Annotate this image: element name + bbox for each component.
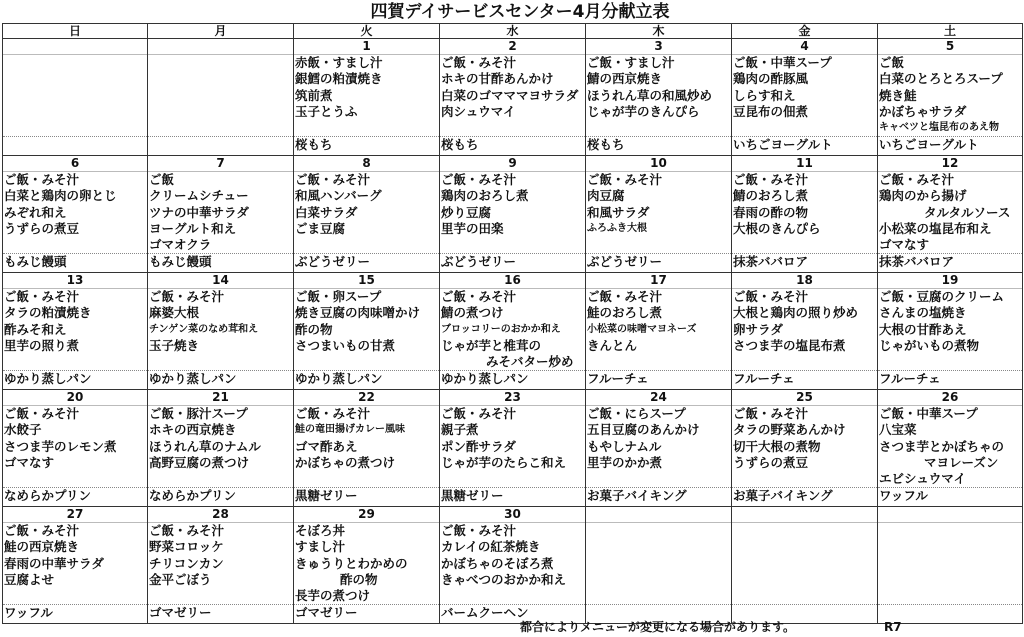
dessert-item: お菓子バイキング <box>732 487 877 504</box>
dessert-item: フルーチェ <box>732 370 877 387</box>
menu-item <box>586 539 731 555</box>
menu-item: 小松菜の味噌マヨネーズ <box>587 323 697 335</box>
menu-item <box>148 104 293 120</box>
menu-item <box>732 539 877 555</box>
menu-item: ご飯・みそ汁 <box>441 289 517 304</box>
menu-item: 酢の物 <box>295 321 333 337</box>
dessert-item: なめらかプリン <box>3 487 147 504</box>
menu-item: 卵サラダ <box>733 321 783 337</box>
day-cell <box>440 156 586 273</box>
day-cell <box>294 156 440 273</box>
day-number <box>586 507 731 523</box>
menu-item: ご飯・中華スープ <box>733 55 832 70</box>
week-row <box>3 390 1023 507</box>
menu-item: ご飯・みそ汁 <box>441 523 517 538</box>
day-cell <box>732 39 878 156</box>
menu-item: ブロッコリーのおかか和え <box>441 323 561 335</box>
menu-item: 白菜のゴマママヨサラダ <box>441 87 579 103</box>
dessert-item: お菓子バイキング <box>586 487 731 504</box>
menu-item <box>878 556 1022 572</box>
menu-item: 長芋の煮つけ <box>295 588 371 604</box>
menu-item: 白菜のとろとろスープ <box>879 71 1003 87</box>
menu-item: 白菜と鶏肉の卵とじ <box>4 188 117 204</box>
menu-item: ご飯・にらスープ <box>587 406 686 421</box>
day-number: 4 <box>732 39 877 55</box>
menu-item: 里芋のかか煮 <box>587 454 663 470</box>
day-number: 17 <box>586 273 731 289</box>
menu-item: 肉豆腐 <box>587 188 625 204</box>
week-row <box>3 39 1023 156</box>
menu-item: さんまの塩焼き <box>879 305 967 321</box>
dessert-item: 黒糖ゼリー <box>294 487 439 504</box>
menu-item: ご飯・みそ汁 <box>441 406 517 421</box>
menu-item: じゃがいもの煮物 <box>879 337 980 353</box>
menu-item: 鶏肉のおろし煮 <box>441 188 529 204</box>
day-cell <box>878 156 1023 273</box>
day-cell <box>878 273 1023 390</box>
menu-item <box>294 471 439 487</box>
day-cell <box>148 39 294 156</box>
menu-item: ご飯・みそ汁 <box>4 406 80 421</box>
day-number: 16 <box>440 273 585 289</box>
menu-item <box>878 572 1022 588</box>
menu-item: ごま豆腐 <box>295 220 346 236</box>
menu-item: 鯖の西京焼き <box>587 71 663 87</box>
menu-item <box>732 120 877 136</box>
day-cell <box>440 390 586 507</box>
dessert-item: 桜もち <box>586 136 731 153</box>
menu-item: 小松菜の塩昆布和え <box>879 220 992 236</box>
week-row <box>3 273 1023 390</box>
menu-item <box>440 588 585 604</box>
menu-item: ヨーグルト和え <box>149 220 237 236</box>
day-cell <box>586 273 732 390</box>
menu-item: ほうれん草の和風炒め <box>587 87 713 103</box>
day-cell <box>586 507 732 624</box>
menu-item: ホキの甘酢あんかけ <box>441 71 554 87</box>
day-number: 22 <box>294 390 439 406</box>
weekday-header: 土 <box>878 24 1023 39</box>
menu-item <box>732 588 877 604</box>
menu-item: 筑前煮 <box>295 87 333 103</box>
day-number: 26 <box>878 390 1022 406</box>
day-number: 11 <box>732 156 877 172</box>
day-cell <box>440 39 586 156</box>
day-cell <box>3 390 148 507</box>
menu-item <box>586 572 731 588</box>
menu-item: 白菜サラダ <box>295 204 358 220</box>
day-number: 9 <box>440 156 585 172</box>
menu-item <box>878 354 1022 370</box>
dessert-item: ぶどうゼリー <box>294 253 439 270</box>
day-cell <box>732 273 878 390</box>
menu-item <box>878 523 1022 539</box>
menu-item: ご飯・みそ汁 <box>733 289 809 304</box>
menu-item: 和風ハンバーグ <box>295 188 382 204</box>
day-cell <box>3 39 148 156</box>
menu-item <box>294 120 439 136</box>
day-number: 19 <box>878 273 1022 289</box>
menu-item <box>3 237 147 253</box>
dessert-item <box>148 136 293 153</box>
menu-item <box>3 88 147 104</box>
menu-item: 鮭の西京焼き <box>4 539 80 555</box>
menu-item: 里芋の田楽 <box>441 220 504 236</box>
menu-item <box>586 354 731 370</box>
day-cell <box>878 507 1023 624</box>
weekday-header: 金 <box>732 24 878 39</box>
day-cell <box>586 39 732 156</box>
menu-item <box>148 71 293 87</box>
menu-item: 春雨の酢の物 <box>733 204 809 220</box>
menu-item <box>3 71 147 87</box>
day-cell <box>294 507 440 624</box>
day-number: 18 <box>732 273 877 289</box>
menu-item: ご飯・みそ汁 <box>733 406 809 421</box>
weekday-header: 月 <box>148 24 294 39</box>
menu-item <box>440 237 585 253</box>
day-number: 30 <box>440 507 585 523</box>
menu-calendar <box>2 23 1023 624</box>
menu-item: 焼き鮭 <box>879 87 917 103</box>
menu-item: かぼちゃの煮つけ <box>295 454 396 470</box>
menu-item: 豆腐よせ <box>4 571 55 587</box>
menu-item: そぼろ丼 <box>295 523 346 538</box>
day-number: 24 <box>586 390 731 406</box>
day-cell <box>148 273 294 390</box>
menu-item: きんとん <box>587 337 638 353</box>
menu-item: みそバター炒め <box>486 354 574 370</box>
dessert-item: ぶどうゼリー <box>440 253 585 270</box>
day-number <box>732 507 877 523</box>
menu-item: ホキの西京焼き <box>149 422 237 438</box>
menu-item: 豆昆布の佃煮 <box>733 103 809 119</box>
menu-item: ポン酢サラダ <box>441 438 516 454</box>
menu-item: クリームシチュー <box>149 188 249 204</box>
menu-item: ゴマなす <box>879 237 930 253</box>
day-cell <box>732 390 878 507</box>
menu-item: ご飯・みそ汁 <box>149 289 225 304</box>
menu-item: 鮭のおろし煮 <box>587 305 663 321</box>
weekday-header: 日 <box>3 24 148 39</box>
menu-item: 焼き豆腐の肉味噌かけ <box>295 305 421 321</box>
menu-item: さつま芋のレモン煮 <box>4 438 117 454</box>
menu-item: 親子煮 <box>441 422 479 438</box>
menu-item <box>878 588 1022 604</box>
day-cell <box>3 156 148 273</box>
menu-item <box>732 523 877 539</box>
menu-item: ご飯・みそ汁 <box>587 172 663 187</box>
dessert-item: ゆかり蒸しパン <box>148 370 293 387</box>
day-cell <box>294 273 440 390</box>
day-number: 23 <box>440 390 585 406</box>
day-number: 13 <box>3 273 147 289</box>
menu-item: きゃべつのおかか和え <box>441 571 567 587</box>
menu-item: 野菜コロッケ <box>149 539 224 555</box>
menu-item <box>148 471 293 487</box>
day-number: 5 <box>878 39 1022 55</box>
menu-item: みぞれ和え <box>4 204 67 220</box>
dessert-item: 抹茶ババロア <box>878 253 1022 270</box>
menu-item: ご飯・みそ汁 <box>733 172 809 187</box>
day-cell <box>440 507 586 624</box>
menu-item: ふろふき大根 <box>587 222 647 234</box>
menu-item: じゃが芋のたらこ和え <box>441 454 567 470</box>
menu-item: ご飯・すまし汁 <box>587 55 675 70</box>
dessert-item: フルーチェ <box>878 370 1022 387</box>
day-number: 27 <box>3 507 147 523</box>
menu-item <box>148 55 293 71</box>
dessert-item <box>3 136 147 153</box>
menu-item: 水餃子 <box>4 422 42 438</box>
menu-item: ご飯・卵スープ <box>295 289 382 304</box>
menu-item: ご飯・みそ汁 <box>295 406 371 421</box>
menu-item: ご飯・みそ汁 <box>441 172 517 187</box>
day-number: 10 <box>586 156 731 172</box>
day-cell <box>148 156 294 273</box>
weekday-header: 火 <box>294 24 440 39</box>
day-number: 1 <box>294 39 439 55</box>
day-number <box>3 39 147 55</box>
menu-item <box>732 471 877 487</box>
dessert-item: 桜もち <box>440 136 585 153</box>
day-number: 3 <box>586 39 731 55</box>
dessert-item: 黒糖ゼリー <box>440 487 585 504</box>
day-cell <box>294 390 440 507</box>
menu-item: もやしナムル <box>587 438 662 454</box>
day-number: 21 <box>148 390 293 406</box>
menu-item: 玉子とうふ <box>295 103 358 119</box>
day-number: 20 <box>3 390 147 406</box>
menu-item <box>294 354 439 370</box>
menu-item: タラの野菜あんかけ <box>733 422 846 438</box>
day-number: 28 <box>148 507 293 523</box>
menu-item <box>732 354 877 370</box>
menu-item <box>440 471 585 487</box>
menu-item: 肉シュウマイ <box>441 103 516 119</box>
footer-code: R7 <box>884 620 902 634</box>
dessert-item: いちごヨーグルト <box>878 136 1022 153</box>
weekday-header-row <box>3 24 1023 39</box>
menu-item: じゃが芋と椎茸の <box>441 337 542 353</box>
day-number <box>878 507 1022 523</box>
menu-item: じゃが芋のきんぴら <box>587 103 700 119</box>
menu-item: 八宝菜 <box>879 422 917 438</box>
day-number: 29 <box>294 507 439 523</box>
menu-item: きゅうりとわかめの <box>295 555 408 571</box>
menu-item <box>732 237 877 253</box>
menu-item: エビシュウマイ <box>879 471 967 487</box>
dessert-item: ゆかり蒸しパン <box>440 370 585 387</box>
menu-item: チンゲン菜のなめ茸和え <box>149 323 259 335</box>
menu-item <box>148 354 293 370</box>
footer-note: 都合によりメニューが変更になる場合があります。 <box>520 620 796 634</box>
menu-item: ご飯・みそ汁 <box>879 172 955 187</box>
menu-item <box>732 556 877 572</box>
menu-item <box>586 120 731 136</box>
menu-item: 鯖のおろし煮 <box>733 188 809 204</box>
menu-item <box>3 588 147 604</box>
dessert-item: ゴマゼリー <box>294 604 439 621</box>
menu-item: ご飯・みそ汁 <box>149 523 225 538</box>
menu-item: うずらの煮豆 <box>733 454 809 470</box>
dessert-item: ゆかり蒸しパン <box>294 370 439 387</box>
menu-item: マヨレーズン <box>924 454 999 470</box>
day-number: 15 <box>294 273 439 289</box>
menu-item: ゴマなす <box>4 454 55 470</box>
week-row <box>3 156 1023 273</box>
dessert-item: もみじ饅頭 <box>148 253 293 270</box>
day-cell <box>148 390 294 507</box>
menu-item: ご飯・みそ汁 <box>295 172 371 187</box>
menu-item: 切干大根の煮物 <box>733 438 821 454</box>
menu-item: 鮭の竜田揚げカレー風味 <box>295 424 405 436</box>
dessert-item: バームクーヘン <box>440 604 585 621</box>
day-cell <box>732 156 878 273</box>
day-number: 2 <box>440 39 585 55</box>
menu-item: ご飯・みそ汁 <box>4 289 80 304</box>
menu-item: 和風サラダ <box>587 204 650 220</box>
dessert-item: ワッフル <box>878 487 1022 504</box>
day-cell <box>732 507 878 624</box>
menu-item <box>586 523 731 539</box>
menu-item: キャベツと塩昆布のあえ物 <box>879 122 999 134</box>
menu-item: 鶏肉のから揚げ <box>879 188 967 204</box>
menu-item <box>148 120 293 136</box>
menu-item: 里芋の照り煮 <box>4 337 80 353</box>
week-row <box>3 507 1023 624</box>
day-cell <box>3 273 148 390</box>
weekday-header: 水 <box>440 24 586 39</box>
menu-item: 炒り豆腐 <box>441 204 492 220</box>
menu-item <box>148 588 293 604</box>
menu-item: チリコンカン <box>149 555 224 571</box>
menu-item: ほうれん草のナムル <box>149 438 261 454</box>
menu-item: ご飯・みそ汁 <box>4 523 80 538</box>
menu-item: ご飯・豚汁スープ <box>149 406 248 421</box>
menu-item: 金平ごぼう <box>149 571 212 587</box>
day-cell <box>440 273 586 390</box>
menu-item: ゴマ酢あえ <box>295 438 358 454</box>
menu-item <box>586 556 731 572</box>
day-cell <box>878 390 1023 507</box>
menu-item <box>440 120 585 136</box>
menu-item: さつま芋の塩昆布煮 <box>733 337 846 353</box>
day-number: 14 <box>148 273 293 289</box>
dessert-item: 抹茶ババロア <box>732 253 877 270</box>
dessert-item: フルーチェ <box>586 370 731 387</box>
menu-item: 高野豆腐の煮つけ <box>149 454 250 470</box>
dessert-item: いちごヨーグルト <box>732 136 877 153</box>
menu-item: ご飯 <box>149 172 175 187</box>
day-cell <box>586 390 732 507</box>
menu-item: 五目豆腐のあんかけ <box>587 422 700 438</box>
dessert-item: ゴマゼリー <box>148 604 293 621</box>
menu-item: カレイの紅茶焼き <box>441 539 541 555</box>
day-cell <box>878 39 1023 156</box>
menu-item: 赤飯・すまし汁 <box>295 55 383 70</box>
menu-item: ご飯 <box>879 55 905 70</box>
dessert-item: 桜もち <box>294 136 439 153</box>
menu-item: 玉子焼き <box>149 337 200 353</box>
menu-item: タルタルソース <box>924 204 1011 220</box>
menu-item: すまし汁 <box>295 539 346 555</box>
menu-item: 大根と鶏肉の照り炒め <box>733 305 859 321</box>
menu-item: ツナの中華サラダ <box>149 204 249 220</box>
menu-item <box>3 55 147 71</box>
menu-item <box>3 120 147 136</box>
menu-item: かぼちゃサラダ <box>879 103 967 119</box>
day-cell <box>148 507 294 624</box>
day-cell <box>586 156 732 273</box>
menu-item: 大根の甘酢あえ <box>879 321 967 337</box>
menu-item <box>3 471 147 487</box>
dessert-item: ワッフル <box>3 604 147 621</box>
day-number: 6 <box>3 156 147 172</box>
menu-item <box>148 88 293 104</box>
day-number: 25 <box>732 390 877 406</box>
menu-item <box>732 572 877 588</box>
dessert-item: ゆかり蒸しパン <box>3 370 147 387</box>
menu-item: 酢の物 <box>340 571 378 587</box>
menu-item: 酢みそ和え <box>4 321 67 337</box>
menu-item <box>586 588 731 604</box>
page-title: 四賀デイサービスセンター4月分献立表 <box>370 2 670 22</box>
day-number <box>148 39 293 55</box>
menu-item <box>3 354 147 370</box>
menu-item: 銀鱈の粕漬焼き <box>295 71 383 87</box>
menu-item: ご飯・みそ汁 <box>4 172 80 187</box>
menu-item <box>878 539 1022 555</box>
menu-item: さつま芋とかぼちゃの <box>879 438 1005 454</box>
weekday-header: 木 <box>586 24 732 39</box>
menu-item: 鯖の煮つけ <box>441 305 504 321</box>
menu-item <box>3 104 147 120</box>
dessert-item: なめらかプリン <box>148 487 293 504</box>
menu-item: 麻婆大根 <box>149 305 200 321</box>
menu-item: ご飯・中華スープ <box>879 406 978 421</box>
menu-item: 鶏肉の酢豚風 <box>733 71 809 87</box>
dessert-item: もみじ饅頭 <box>3 253 147 270</box>
day-cell <box>3 507 148 624</box>
dessert-item: ぶどうゼリー <box>586 253 731 270</box>
menu-item: ご飯・みそ汁 <box>587 289 663 304</box>
menu-item: 大根のきんぴら <box>733 220 821 236</box>
menu-item: タラの粕漬焼き <box>4 305 92 321</box>
menu-item <box>294 237 439 253</box>
day-number: 8 <box>294 156 439 172</box>
day-number: 7 <box>148 156 293 172</box>
menu-item: 春雨の中華サラダ <box>4 555 104 571</box>
menu-item: ご飯・豆腐のクリーム <box>879 289 1005 304</box>
menu-item: しらす和え <box>733 87 796 103</box>
day-cell <box>294 39 440 156</box>
menu-item: ゴマオクラ <box>149 237 212 253</box>
menu-item: かぼちゃのそぼろ煮 <box>441 555 554 571</box>
menu-item <box>586 237 731 253</box>
menu-item: さつまいもの甘煮 <box>295 337 396 353</box>
menu-item <box>586 471 731 487</box>
menu-item: ご飯・みそ汁 <box>441 55 517 70</box>
day-number: 12 <box>878 156 1022 172</box>
menu-item: うずらの煮豆 <box>4 220 80 236</box>
